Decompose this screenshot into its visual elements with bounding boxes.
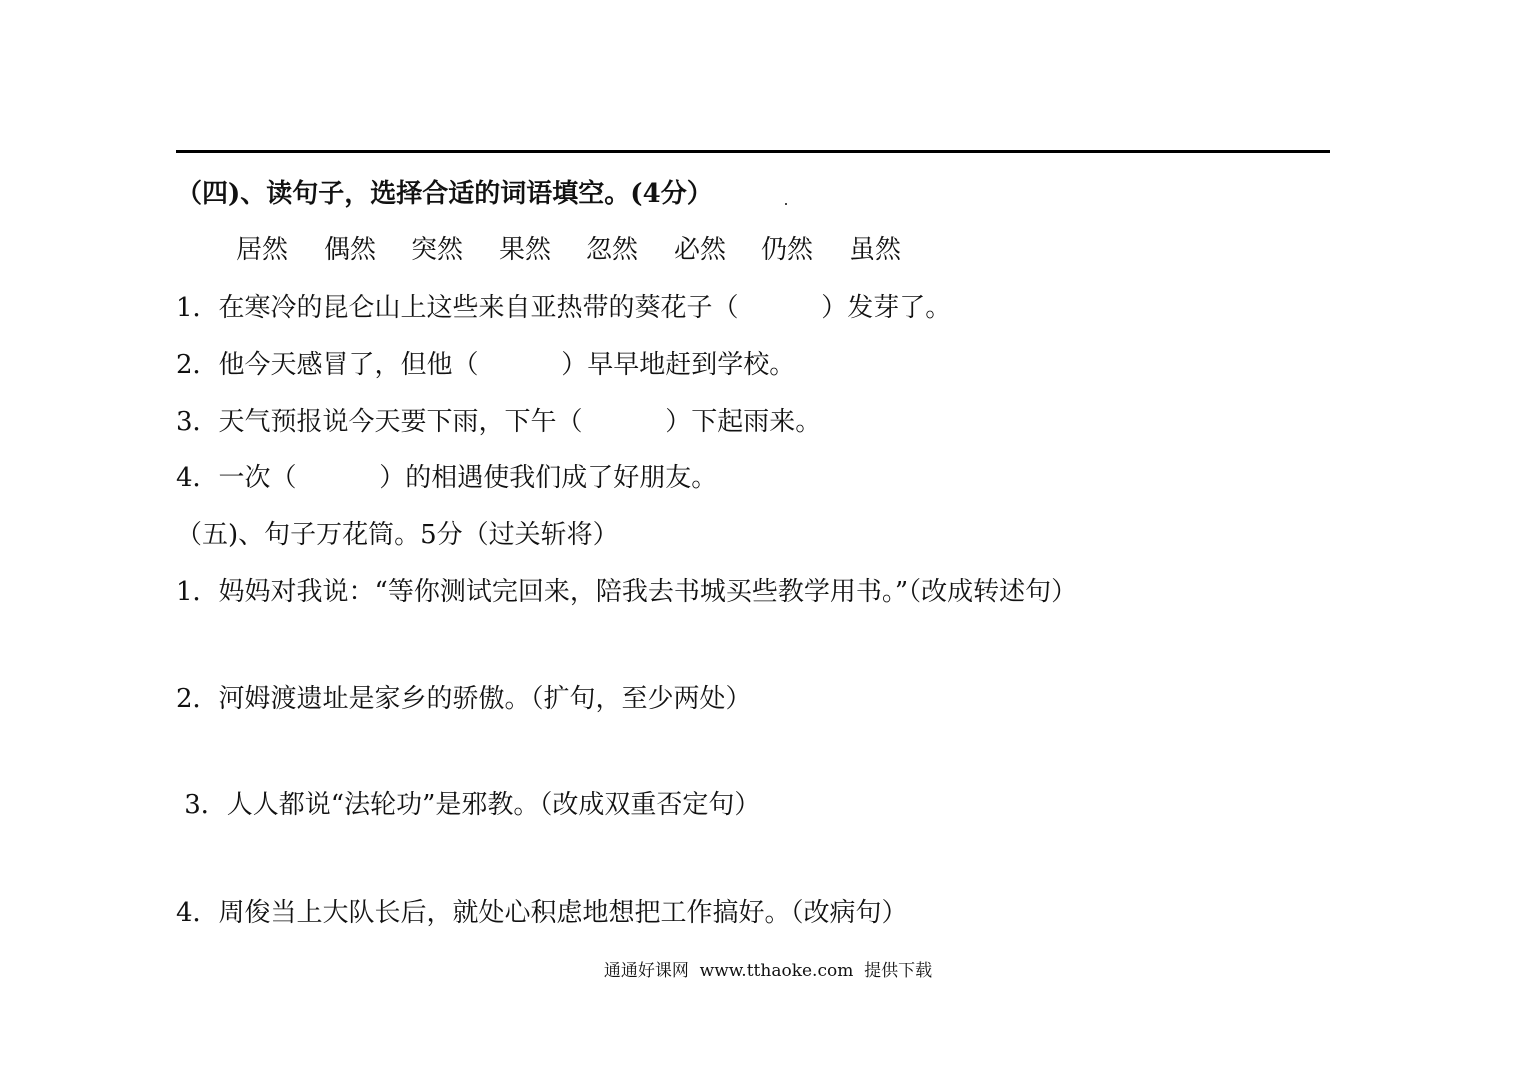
word-bank-item: 仍然 [761, 235, 814, 265]
word-bank-item: 居然 [236, 235, 289, 265]
section-4-question-4: 4．一次（ ）的相遇使我们成了好朋友。 [176, 463, 718, 493]
section-5-question-3: 3．人人都说“法轮功”是邪教。（改成双重否定句） [176, 790, 761, 820]
section-4-question-3: 3．天气预报说今天要下雨，下午（ ）下起雨来。 [176, 407, 822, 437]
word-bank-item: 果然 [499, 235, 552, 265]
footer-credit: 通通好课网 www.tthaoke.com 提供下载 [603, 961, 933, 981]
section-5-question-4: 4．周俊当上大队长后，就处心积虑地想把工作搞好。（改病句） [176, 898, 908, 928]
word-bank-item: 虽然 [849, 235, 902, 265]
section-5-question-2: 2．河姆渡遗址是家乡的骄傲。（扩句，至少两处） [176, 684, 752, 714]
section-4-question-2: 2．他今天感冒了，但他（ ）早早地赶到学校。 [176, 350, 796, 380]
section-5-question-1: 1．妈妈对我说：“等你测试完回来，陪我去书城买些教学用书。”（改成转述句） [176, 577, 1078, 607]
word-bank-item: 忽然 [586, 235, 639, 265]
section-4-question-1: 1．在寒冷的昆仑山上这些来自亚热带的葵花子（ ）发芽了。 [176, 293, 952, 323]
stray-dot [785, 203, 787, 205]
section-5-heading: （五)、句子万花筒。5分（过关斩将） [176, 520, 619, 550]
word-bank-item: 必然 [674, 235, 727, 265]
header-rule [176, 150, 1330, 153]
word-bank-item: 偶然 [324, 235, 377, 265]
section-4-heading: （四)、读句子，选择合适的词语填空。(4分） [176, 179, 713, 209]
word-bank-item: 突然 [411, 235, 464, 265]
